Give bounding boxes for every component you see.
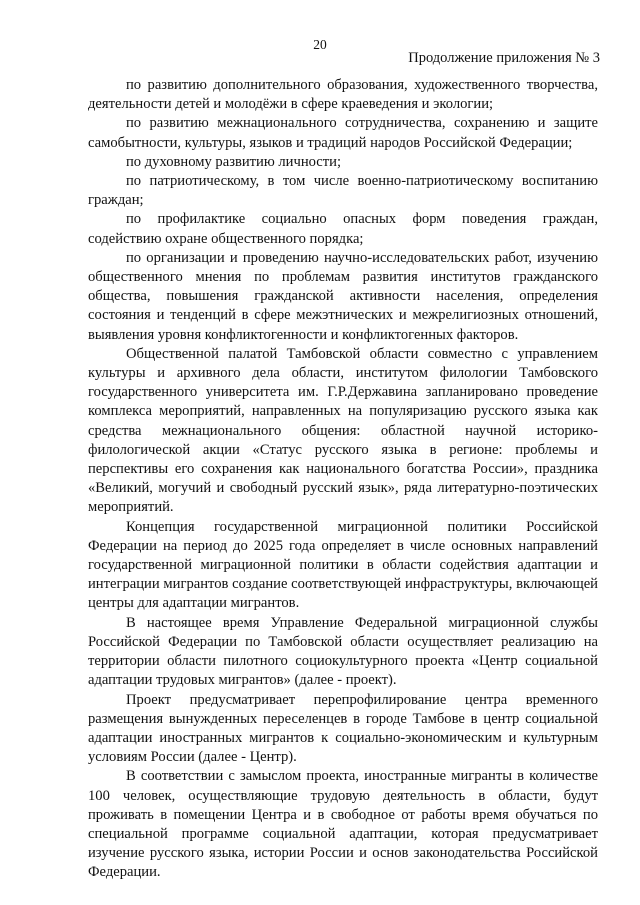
paragraph-11: В соответствии с замыслом проекта, иностранные мигранты в количестве 100 человек, осуществляющие трудовую деятельность в области, будут проживать в помещении Центра и в свободное от работы время обучаться по специальной программе социальной адаптации, которая предусматривает изучение русского языка, истории России и основ законодательства Российской Федерации. [88,768,598,881]
paragraph-4: по патриотическому, в том числе военно-патриотическому воспитанию граждан; [88,173,598,209]
paragraph-2: по развитию межнационального сотрудничества, сохранению и защите самобытности, культуры, языков и традиций народов Российской Федерации; [88,115,598,151]
appendix-header: Продолжение приложения № 3 [408,50,600,66]
paragraph-3: по духовному развитию личности; [126,153,342,170]
document-body [88,76,598,883]
paragraph-9: В настоящее время Управление Федеральной миграционной службы Российской Федерации по Тамбовской области осуществляет реализацию на территории области пилотного социокультурного проекта «Центр социальной адаптации трудовых мигрантов» (далее - проект). [88,614,598,689]
paragraph-10: Проект предусматривает перепрофилирование центра временного размещения вынужденных переселенцев в городе Тамбове в центр социальной адаптации иностранных мигрантов к социально-экономическим и культурным условиям России (далее - Центр). [88,691,598,766]
page-number: 20 [313,37,327,52]
paragraph-1: по развитию дополнительного образования, художественного творчества, деятельности детей и молодёжи в сфере краеведения и экологии; [88,77,598,113]
paragraph-5: по профилактике социально опасных форм поведения граждан, содействию охране общественного порядка; [88,211,598,247]
paragraph-7: Общественной палатой Тамбовской области совместно с управлением культуры и архивного дела области, институтом филологии Тамбовского государственного университета им. Г.Р.Державина запланировано проведение комплекса мероприятий, направленных на популяризацию русского языка как средства межнационального общения: областной научной историко-филологической акции «Статус русского языка в регионе: проблемы и перспективы его сохранения как национального богатства России», праздника «Великий, могучий и свободный русский язык», ряда литературно-поэтических мероприятий. [88,345,598,516]
paragraph-6: по организации и проведению научно-исследовательских работ, изучению общественного мнения по проблемам развития институтов гражданского общества, повышения гражданской активности населения, определения состояния и тенденций в сфере межэтнических и межрелигиозных отношений, выявления уровня конфликтогенности и конфликтогенных факторов. [88,249,598,343]
paragraph-8: Концепция государственной миграционной политики Российской Федерации на период до 2025 года определяет в числе основных направлений государственной миграционной политики в области содействия адаптации и интеграции мигрантов создание соответствующей инфраструктуры, включающей центры для адаптации мигрантов. [88,518,598,612]
